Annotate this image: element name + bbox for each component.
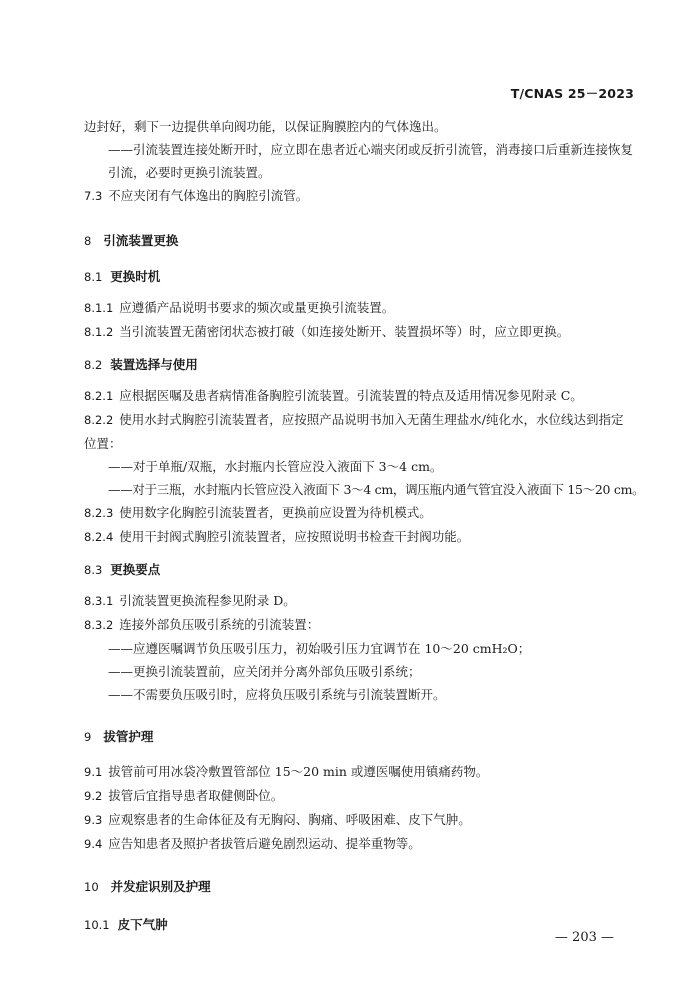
clause-text: 应告知患者及照护者拔管后避免剧烈运动、提举重物等。	[108, 836, 421, 851]
clause-number: 8.2.2	[84, 413, 114, 427]
section-heading-8	[84, 230, 634, 252]
list-item: ——更换引流装置前，应关闭并分离外部负压吸引系统；	[108, 664, 421, 679]
clause-text: 当引流装置无菌密闭状态被打破（如连接处断开、装置损坏等）时，应立即更换。	[119, 324, 570, 339]
clause-text: 使用干封阀式胸腔引流装置者，应按照说明书检查干封阀功能。	[119, 529, 470, 544]
section-heading-10	[84, 876, 634, 898]
clause-8-2-3	[84, 501, 634, 525]
list-item: ——不需要负压吸引时，应将负压吸引系统与引流装置断开。	[108, 687, 446, 702]
clause-text: 应遵循产品说明书要求的频次或量更换引流装置。	[119, 300, 395, 315]
clause-text: 引流装置更换流程参见附录 D。	[119, 593, 296, 608]
section-heading-9	[84, 726, 634, 748]
clause-text: 拔管后宜指导患者取健侧卧位。	[108, 788, 284, 803]
clause-number: 8.1.2	[84, 325, 114, 339]
clause-text: 拔管前可用冰袋冷敷置管部位 15～20 min 或遵医嘱使用镇痛药物。	[108, 764, 489, 779]
clause-number: 8.2.1	[84, 389, 114, 403]
clause-text: 应根据医嘱及患者病情准备胸腔引流装置。引流装置的特点及适用情况参见附录 C。	[119, 388, 583, 403]
clause-text: 不应夹闭有气体逸出的胸腔引流管。	[108, 188, 309, 203]
clause-number: 9.2	[84, 789, 103, 803]
document-id: T/CNAS 25－2023	[510, 86, 634, 101]
clause-8-1-2	[84, 320, 634, 344]
clause-number: 8.3.1	[84, 594, 114, 608]
clause-number: 8.1.1	[84, 301, 114, 315]
section-number: 9	[84, 730, 92, 744]
subsection-number: 10.1	[84, 918, 110, 932]
clause-9-4	[84, 832, 634, 856]
clause-9-1	[84, 760, 634, 784]
list-item: ——对于单瓶/双瓶，水封瓶内长管应没入液面下 3～4 cm。	[108, 459, 443, 474]
clause-9-2	[84, 784, 634, 808]
clause-8-3-2	[84, 613, 634, 637]
subsection-heading-8-3	[84, 559, 634, 581]
subsection-title: 更换时机	[110, 269, 161, 284]
clause-8-2-1	[84, 384, 634, 408]
clause-number: 9.4	[84, 837, 103, 851]
page-number: — 203 —	[554, 930, 614, 945]
list-item: ——应遵医嘱调节负压吸引压力，初始吸引压力宜调节在 10～20 cmH₂O；	[108, 641, 531, 656]
section-title: 拔管护理	[103, 729, 154, 744]
clause-8-2-4	[84, 525, 634, 549]
subsection-title: 装置选择与使用	[110, 357, 198, 372]
subsection-title: 更换要点	[110, 562, 161, 577]
clause-8-2-2	[84, 408, 634, 455]
clause-8-3-1	[84, 589, 634, 613]
clause-9-3	[84, 808, 634, 832]
clause-number: 7.3	[84, 189, 103, 203]
subsection-title: 皮下气肿	[117, 917, 168, 932]
clause-number: 9.3	[84, 813, 103, 827]
clause-number: 8.3.2	[84, 618, 114, 632]
subsection-number: 8.2	[84, 358, 103, 372]
section-title: 并发症识别及护理	[110, 879, 211, 894]
subsection-number: 8.3	[84, 563, 103, 577]
clause-text: 应观察患者的生命体征及有无胸闷、胸痛、呼吸困难、皮下气肿。	[108, 812, 471, 827]
page-body	[84, 115, 645, 944]
clause-8-1-1	[84, 296, 634, 320]
clause-number: 8.2.3	[84, 506, 114, 520]
subsection-number: 8.1	[84, 270, 103, 284]
section-title: 引流装置更换	[103, 233, 179, 248]
clause-text: 使用数字化胸腔引流装置者，更换前应设置为待机模式。	[119, 505, 432, 520]
subsection-heading-8-1	[84, 266, 634, 288]
list-item: ——对于三瓶，水封瓶内长管应没入液面下 3～4 cm，调压瓶内通气管宜没入液面下 15～20 cm。	[108, 482, 645, 497]
clause-7-3	[84, 184, 634, 208]
section-number: 8	[84, 234, 92, 248]
subsection-heading-8-2	[84, 354, 634, 376]
clause-number: 8.2.4	[84, 530, 114, 544]
paragraph: 边封好，剩下一边提供单向阀功能，以保证胸膜腔内的气体逸出。	[84, 119, 447, 134]
clause-text: 连接外部负压吸引系统的引流装置：	[119, 617, 320, 632]
subsection-heading-10-1	[84, 914, 634, 936]
clause-text: 使用水封式胸腔引流装置者，应按照产品说明书加入无菌生理盐水/纯化水，水位线达到指定位置：	[84, 412, 624, 451]
section-number: 10	[84, 880, 99, 894]
clause-number: 9.1	[84, 765, 103, 779]
list-item: ——引流装置连接处断开时，应立即在患者近心端夹闭或反折引流管，消毒接口后重新连接恢复引流，必要时更换引流装置。	[108, 142, 634, 180]
